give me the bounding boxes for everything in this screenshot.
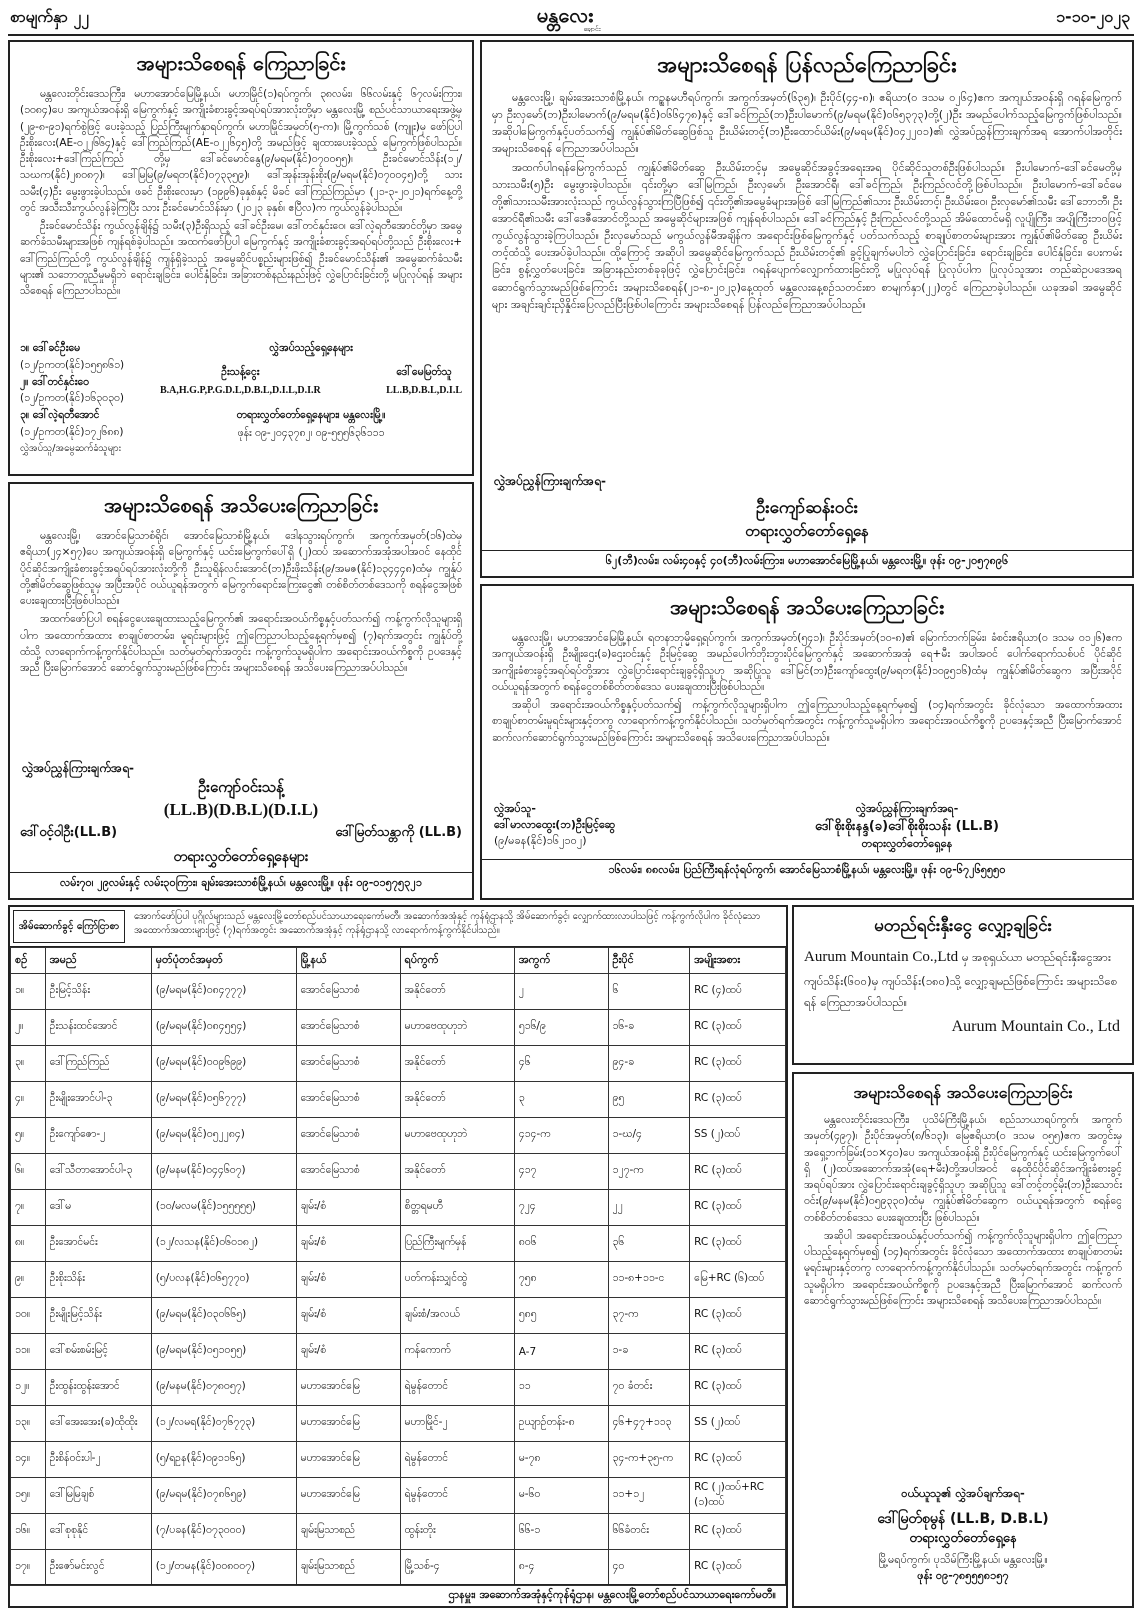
page-number: စာမျက်နှာ ၂၂ bbox=[10, 7, 90, 26]
table-cell: ၃၄-က+၃၅-က bbox=[608, 1442, 690, 1478]
law-firm: တရားလွှတ်တော်ရှေ့နေများ၊ မန္တလေးမြို့။ bbox=[236, 408, 386, 421]
table-row bbox=[11, 1226, 786, 1262]
table-row bbox=[11, 1010, 786, 1046]
table-cell: ဦးထွန်းထွန်းအောင် bbox=[45, 1370, 151, 1406]
table-cell: SS (၂)ထပ် bbox=[690, 1118, 786, 1154]
lawyer-1 bbox=[160, 364, 321, 399]
table-cell: ဒေါ်အေးအေး(ခ)ထိုထိုး bbox=[45, 1406, 151, 1442]
lawyer-name: ဒေါ်မြတ်သန္တာကို (LL.B) bbox=[335, 825, 462, 840]
table-cell: ၈။ bbox=[11, 1226, 46, 1262]
table-cell: ချမ်း/စံ bbox=[296, 1226, 400, 1262]
table-cell: ၂။ bbox=[11, 1010, 46, 1046]
table-footer: ဌာနမှူး၊ အဆောက်အအုံနှင့်ကုန်ရုံဌာန၊ မန္တလေးမြို့တော်စည်ပင်သာယာရေးကော်မတီ။ bbox=[10, 1584, 786, 1606]
table-cell: ၁၆။ bbox=[11, 1514, 46, 1550]
sig-label: လွှဲအပ်ညွှန်ကြားချက်အရ- bbox=[855, 802, 959, 815]
client-name: ၁။ ဒေါ်ခင်ဦးမေ bbox=[20, 342, 81, 354]
table-cell: ပြည်ကြီးမျက်မှန် bbox=[400, 1226, 514, 1262]
table-cell: အနိုင်တော် bbox=[400, 1154, 514, 1190]
lawyer-name: ဒေါ်မေမြတ်သူ bbox=[396, 365, 452, 378]
notice-text: မတည်ရင်းနှီးငွေအား ကျပ်သိန်း(၆၀၀)မှ ကျပ်သိန်း(၁၈၀)သို့ လျှော့ချမည်ဖြစ်ကြောင်း အများသိစေရန် ကြေညာအပ်ပါသည်။ bbox=[804, 950, 1118, 1009]
notice-paragraph: မန္တလေးတိုင်းဒေသကြီး၊ မဟာအောင်မြေမြို့နယ်၊ မဟာမြိုင်(၁)ရပ်ကွက်၊ ၃၈လမ်း၊ ၆၆လမ်းနှင့် ၆၇လမ်းကြား၊ (၁၀၈၄)ပေ အကျယ်အဝန်းရှိ မြေကွက်နှင့် အကျိုးခံစားခွင့်အရပ်ရပ်အားလုံးတို့မှာ မန္တလေးမြို့ စည်ပင်သာယာရေးအဖွဲ့မှ (၂၉-၈-၉၁)ရက်စွဲဖြင့် ပေးခဲ့သည့် ပြည်ကြီးမျက်နှာရပ်ကွက်၊ မဟာမြိုင်အမှတ်(၅-က)၊ မြို့ကွက်သစ် (ကျူး)မှ ဖော်ပြပါ ဦးစိုးလေး(AE-၀၂၂၆၆၄)နှင့် ဒေါ်ကြည်ကြည်(AE-၀၂၂၆၄၅)တို့ အမည်ဖြင့် ချထားပေးခဲ့သည့် မြေကွက်ဖြစ်ပါသည်။ ဦးစိုးလေး+ဒေါ်ကြည်ကြည် တို့မှ ဒေါ်ခင်မောင်နွေ(၉/မရမ(နိုင်)၀၇၀၀၅၅)၊ ဦးခင်မောင်သိန်း(၁၂/သဃက(နိုင်)၂၈၀၈၇)၊ ဒေါ်မြမြ(၉/မရတ(နိုင်)၀၇၃၃၅၉)၊ ဒေါ်အုန်းအုန်းစိုး(၉/မရမ(နိုင်)၀၇၀၀၄၅)တို့ သား သမီး(၄)ဦး မွေးဖွားခဲ့ပါသည်။ ဖခင် ဦးစိုးလေးမှာ (၁၉၉၆)ခုနှစ်နှင့် မိခင် ဒေါ်ကြည်ကြည်မှာ (၂၁-၃-၂၀၂၁)ရက်နေ့တို့တွင် အသီးသီးကွယ်လွန်ခဲ့ကြပြီး သား ဦးခင်မောင်သိန်းမှာ (၂၀၂၃ ခုနှစ်၊ ဧပြီလ)က ကွယ်လွန်ခဲ့ပါသည်။ bbox=[20, 88, 462, 214]
table-cell: ထွန်းတိုး bbox=[400, 1514, 514, 1550]
table-header-cell: မြို့နယ် bbox=[296, 948, 400, 974]
logo-text: မန္တလေး bbox=[536, 3, 594, 27]
table-cell: အောင်မြေသာစံ bbox=[296, 974, 400, 1010]
table-cell: RC (၃)ထပ် bbox=[690, 1550, 786, 1586]
notice-body bbox=[482, 630, 1132, 800]
table-row bbox=[11, 1082, 786, 1118]
address: ၁၆လမ်း၊ ၈၈လမ်း၊ ပြည်ကြီးရန်လုံရပ်ကွက်၊ အောင်မြေသာစံမြို့နယ်၊ မန္တလေးမြို့။ ဖုန်း ၀၉-၆၇၂၆၅၅၅၀ bbox=[482, 859, 1132, 879]
notice-paragraph: မန္တလေးမြို့၊ ချမ်းအေးသာစံမြို့နယ်၊ ကဥ္စနမဟီရပ်ကွက်၊ အကွက်အမှတ်(၆၃၅)၊ ဦးပိုင်(၄၄-၈)၊ ဧရိယာ(၀ ဒသမ ၀၂၆၄)ဧက အကျယ်အဝန်းရှိ ဂရန်မြေကွက်မှာ ဦးလှမော်(ဘ)ဦးပါမောက်(၉/မရမ(နိုင်)၀၆၆၄၇၈)နှင့် ဒေါ်ခင်ကြည်(ဘ)ဦးပါမောက်(၉/မရမ(နိုင်)၀၆၅၃၇၃)တို့(၂)ဦး အမည်ပေါက်သည့်မြေကွက်ဖြစ်ပါသည်။ အဆိုပါမြေကွက်နှင့်ပတ်သက်၍ ကျွန်ုပ်၏မိတ်ဆွေဖြစ်သူ ဦးယိမ်းတင့်(ဘ)ဦးထောင်ယိမ်း(၉/မရမ(နိုင်)၀၄၂၂၀၁)၏ လွှဲအပ်ညွှန်ကြားချက်အရ အောက်ပါအတိုင်း အများသိစေရန် ကြေညာအပ်ပါသည်။ bbox=[492, 91, 1122, 156]
table-cell: (၉/မရမ(နိုင်)၀၅၁၀၅၅) bbox=[151, 1334, 296, 1370]
table-cell: ဒေါ်စမ်းစမ်းမြင့် bbox=[45, 1334, 151, 1370]
notice-body bbox=[10, 528, 472, 756]
notice-paragraph: အထက်ဖော်ပြပါ စရန်ငွေပေးချေထားသည့်မြေကွက်၏ အရောင်းအဝယ်ကိစ္စနှင့်ပတ်သက်၍ ကန့်ကွက်လိုသူများရှိပါက အထောက်အထား စာချုပ်စာတမ်း၊ မူရင်းများဖြင့် ဤကြေညာပါသည့်နေ့ရက်မှစ၍ (၇)ရက်အတွင်း ကျွန်ုပ်တို့ထံသို့ လာရောက်ကန့်ကွက်နိုင်ပါသည်။ သတ်မှတ်ရက်အတွင်း ကန့်ကွက်သူမရှိပါက အရောင်းအဝယ်ကိစ္စကို ဥပဒေနှင့်အညီ ပြီးမြောက်အောင် ဆောင်ရွက်သွားမည်ဖြစ်ကြောင်း အများသိစေရန် အသိပေးကြေညာအပ်ပါသည်။ bbox=[20, 613, 462, 675]
header-rule bbox=[8, 34, 1134, 36]
table-cell: ရဲမွန်တောင် bbox=[400, 1478, 514, 1514]
table-cell: ၁၁ bbox=[514, 1370, 608, 1406]
table-cell: ၅၁၆/၉ bbox=[514, 1010, 608, 1046]
client-nrc: (၁၂/ဥကတ(နိုင်)၁၇၂၆၈၈) bbox=[20, 425, 124, 438]
address: မြို့မရပ်ကွက်၊ ပုသိမ်ကြီးမြို့နယ်၊ မန္တလေးမြို့။ bbox=[878, 1553, 1048, 1566]
table-row bbox=[11, 1550, 786, 1586]
notice-paragraph: အဆိုပါ အရောင်းအဝယ်ကိစ္စနှင့်ပတ်သက်၍ ကန့်ကွက်လိုသူများရှိပါက ဤကြေညာပါသည့်နေ့ရက်မှစ၍ (၁၄)ရက်အတွင်း ခိုင်လုံသော အထောက်အထားစာချုပ်စာတမ်းမူရင်းများနှင့်တကွ လာရောက်ကန့်ကွက်နိုင်ပါသည်။ သတ်မှတ်ရက်အတွင်း ကန့်ကွက်သူမရှိပါက အရောင်းအဝယ်ကိစ္စကို ဥပဒေနှင့်အညီ ပြီးမြောက်အောင် ဆက်လက်ဆောင်ရွက်သွားမည်ဖြစ်ကြောင်း အများသိစေရန် အသိပေးကြေညာအပ်ပါသည်။ bbox=[492, 699, 1122, 744]
notice-paragraph: အဆိုပါ အရောင်းအဝယ်နှင့်ပတ်သက်၍ ကန့်ကွက်လိုသူများရှိပါက ဤကြေညာပါသည့်နေ့ရက်မှစ၍ (၁၄)ရက်အတွင်း ခိုင်လုံသော အထောက်အထား စာချုပ်စာတမ်းမူရင်းများနှင့်တကွ လာရောက်ကန့်ကွက်နိုင်ပါသည်။ သတ်မှတ်ရက်အတွင်း ကန့်ကွက်သူမရှိပါက အရောင်းအဝယ်ကိစ္စကို ဥပဒေနှင့်အညီ ပြီးမြောက်အောင် ဆက်လက်ဆောင်ရွက်သွားမည်ဖြစ်ကြောင်း အများသိစေရန် အသိပေးကြေညာအပ်ပါသည်။ bbox=[804, 1229, 1122, 1307]
table-header-cell: အမည် bbox=[45, 948, 151, 974]
table-cell: ၅၈၅ bbox=[514, 1298, 608, 1334]
table-cell: ဦးမျိုးအောင်ပါ-၃ bbox=[45, 1082, 151, 1118]
notice-sale-objection-2 bbox=[480, 584, 1134, 900]
notice-title: မတည်ရင်းနှီးငွေ လျှော့ချခြင်း bbox=[874, 916, 1052, 936]
notice-title: အများသိစေရန် ကြေညာခြင်း bbox=[136, 51, 346, 75]
table-cell: ၄၁၄-က bbox=[514, 1118, 608, 1154]
table-cell: (၅/ပလန(နိုင်)၀၆၅၇၇၀) bbox=[151, 1262, 296, 1298]
table-header-cell: အမျိုးအစား bbox=[690, 948, 786, 974]
permit-table bbox=[10, 947, 786, 1586]
page-header bbox=[0, 0, 1142, 36]
sig-label: လွှဲအပ်ညွှန်ကြားချက်အရ- bbox=[22, 761, 134, 775]
table-cell: ၁၀။ bbox=[11, 1298, 46, 1334]
table-cell: ၆၆-၁ bbox=[514, 1514, 608, 1550]
table-cell: RC (၃)ထပ် bbox=[690, 1442, 786, 1478]
table-cell: ၁-ခ bbox=[608, 1334, 690, 1370]
table-cell: ဦးဇော်မင်းလွင် bbox=[45, 1550, 151, 1586]
table-cell: ကန်ကောက် bbox=[400, 1334, 514, 1370]
table-notice-text: အောက်ဖော်ပြပါ ပုဂ္ဂိုလ်များသည် မန္တလေးမြို့တော်စည်ပင်သာယာရေးကော်မတီ၊ အဆောက်အအုံနှင့် ကုန်ရုံဌာနသို့ အိမ်ဆောက်ခွင့်၊ လျှောက်ထားလာပါသဖြင့် ကန့်ကွက်လိုပါက ခိုင်လုံသော အထောက်အထားများဖြင့် (၇)ရက်အတွင်း အဆောက်အအုံနှင့် ကုန်ရုံဌာနသို့ လာရောက်ကန့်ကွက်နိုင်ပါသည်။ bbox=[134, 911, 761, 936]
table-cell: အနိုင်တော် bbox=[400, 1082, 514, 1118]
table-cell: ၇၂၄ bbox=[514, 1190, 608, 1226]
table-cell: ၇၀ ခံတင်း bbox=[608, 1370, 690, 1406]
lawyer-name: ဦးကျော်ဆန်းဝင်း bbox=[755, 498, 859, 518]
table-cell: ချမ်း/စံ bbox=[296, 1334, 400, 1370]
table-cell: ၃ bbox=[514, 1082, 608, 1118]
table-cell: ၈-၄ bbox=[514, 1550, 608, 1586]
table-cell: စိတ္တရမဟီ bbox=[400, 1190, 514, 1226]
table-cell: ၂၂ bbox=[608, 1190, 690, 1226]
table-cell: ၇။ bbox=[11, 1190, 46, 1226]
table-cell: မဟာအောင်မြေ bbox=[296, 1442, 400, 1478]
table-cell: ၁-ဃ/၄ bbox=[608, 1118, 690, 1154]
table-cell: ၆ bbox=[608, 974, 690, 1010]
table-cell: (၉/မရမ(နိုင်)၀၅၂၂၈၄) bbox=[151, 1118, 296, 1154]
table-cell: မ-၆၀ bbox=[514, 1478, 608, 1514]
notice-paragraph: မန္တလေးတိုင်းဒေသကြီး၊ ပုသိမ်ကြီးမြို့နယ်၊ စည်သာယာရပ်ကွက်၊ အကွက်အမှတ်(၄၉၇)၊ ဦးပိုင်အမှတ်(၈/၆၁၃)၊ မြေဧရိယာ(၀ ဒသမ ၀၅၅)ဧက အတွင်းမှ အရှေ့ဘက်ခြမ်း(၁၁×၄၀)ပေ အကျယ်အဝန်းရှိ ဦးပိုင်မြေကွက်နှင့် ယင်းမြေကွက်ပေါ်ရှိ (၂)ထပ်အဆောက်အအုံ(ရေ+မီး)တို့အပါအဝင် နေထိုင်ပိုင်ဆိုင်အကျိုးခံစားခွင့်အရပ်ရပ်အား လွှဲပြောင်းရောင်းချခွင့်ရှိသူဟု အဆိုပြုသူ ဒေါ်တင့်တင့်မိုး(ဘ)ဦးသောင်းဝင်း(၉/မနမ(နိုင်)၀၅၉၃၃၀)ထံမှ ကျွန်ုပ်၏မိတ်ဆွေက ဝယ်ယူရန်အတွက် စရန်ငွေတစ်စိတ်တစ်ဒေသ ပေးချေထားပြီး ဖြစ်ပါသည်။ bbox=[804, 1114, 1122, 1224]
table-cell: RC (၃)ထပ် bbox=[690, 1082, 786, 1118]
notice-reannouncement bbox=[480, 40, 1134, 578]
table-notice bbox=[10, 907, 786, 947]
table-cell: ၄။ bbox=[11, 1082, 46, 1118]
table-cell: (၉/မရမ(နိုင်)၀၈၄၇၇၇) bbox=[151, 974, 296, 1010]
sig-label: လွှဲအပ်ညွှန်ကြားချက်အရ- bbox=[494, 474, 606, 488]
notice-title: အများသိစေရန် အသိပေးကြေညာခြင်း bbox=[853, 1083, 1073, 1102]
table-row bbox=[11, 1046, 786, 1082]
notice-capital-reduction bbox=[792, 905, 1134, 1065]
table-header-cell: ဦးပိုင် bbox=[608, 948, 690, 974]
notice-signatures bbox=[10, 336, 472, 456]
table-cell: ချမ်း/စံ bbox=[296, 1298, 400, 1334]
table-cell: မဟာအောင်မြေ bbox=[296, 1370, 400, 1406]
table-cell: (၅/ရဥန(နိုင်)၀၉၁၁၆၅) bbox=[151, 1442, 296, 1478]
issue-date: ၁-၁၀-၂၀၂၃ bbox=[1056, 7, 1130, 26]
table-row bbox=[11, 1442, 786, 1478]
lawyer-quals: B.A,H.G.P,P.G.D.L,D.B.L,D.I.L,D.I.R bbox=[160, 384, 321, 396]
table-cell: ဦးမြင့်သိန်း bbox=[45, 974, 151, 1010]
table-cell: ၃၇-က bbox=[608, 1298, 690, 1334]
assignor-block bbox=[494, 802, 694, 853]
table-cell: (၇/ပခန(နိုင်)၀၇၃၀၀၀) bbox=[151, 1514, 296, 1550]
notice-title: အများသိစေရန် အသိပေးကြေညာခြင်း bbox=[669, 595, 945, 619]
table-row bbox=[11, 1514, 786, 1550]
company-name: Aurum Mountain Co.,Ltd bbox=[804, 949, 959, 965]
table-cell: ၆။ bbox=[11, 1154, 46, 1190]
table-cell: (၁၂/တမန(နိုင်)၀၀၈၀၀၇) bbox=[151, 1550, 296, 1586]
table-cell: မြို့သစ်-၄ bbox=[400, 1550, 514, 1586]
law-firm: တရားလွှတ်တော်ရှေ့နေ bbox=[745, 522, 869, 540]
table-cell: A-7 bbox=[514, 1334, 608, 1370]
table-cell: RC (၃)ထပ် bbox=[690, 1226, 786, 1262]
table-cell: ဒေါ်စုစုနိုင် bbox=[45, 1514, 151, 1550]
law-firm: တရားလွှတ်တော်ရှေ့နေ bbox=[861, 837, 953, 850]
lawyer-name: ဦးသန့်ငွေး bbox=[221, 365, 260, 378]
client-nrc: (၁၂/ဥကတ(နိုင်)၁၆၃၀၃၀) bbox=[20, 392, 124, 405]
lawyer-name: ဦးကျော်ဝင်းသန့် bbox=[197, 778, 285, 796]
table-cell: RC (၄)ထပ် bbox=[690, 974, 786, 1010]
table-cell: မ-၇၈ bbox=[514, 1442, 608, 1478]
table-cell: ၁၂၇-က bbox=[608, 1154, 690, 1190]
notice-body bbox=[482, 89, 1132, 469]
table-cell: ဒေါ်သီတာအောင်ပါ-၃ bbox=[45, 1154, 151, 1190]
table-cell: RC (၃)ထပ် bbox=[690, 1514, 786, 1550]
table-cell: ၄၆+၄၇+၁၁၃ bbox=[608, 1406, 690, 1442]
phone-number: ဖုန်း ၀၉-၇၈၅၅၅၈၁၅၇ bbox=[917, 1569, 1009, 1582]
table-cell: ဦးသန်းထင်အောင် bbox=[45, 1010, 151, 1046]
table-cell: အောင်မြေသာစံ bbox=[296, 1118, 400, 1154]
table-cell: (၉/မနမ(နိုင်)၀၇၈၀၅၇) bbox=[151, 1370, 296, 1406]
table-cell: မဟာဗေထုဟုဘဲ bbox=[400, 1118, 514, 1154]
table-cell: RC (၃)ထပ် bbox=[690, 1334, 786, 1370]
table-header-cell: စဉ် bbox=[11, 948, 46, 974]
clients-label: လွှဲအပ်သူ/အမွေဆက်ခံသူများ bbox=[20, 442, 121, 454]
table-cell: ၁၁။ bbox=[11, 1334, 46, 1370]
notice-paragraph: မန္တလေးမြို့၊ အောင်မြေသာစံရိုင်၊ အောင်မြေသာစံမြို့နယ်၊ ဒေါနသွားရပ်ကွက်၊ အကွက်အမှတ်(၁၆)ထဲမှ ဧရိယာ(၂၄×၅၇)ပေ အကျယ်အဝန်းရှိ မြေကွက်နှင့် ယင်းမြေကွက်ပေါ်ရှိ (၂)ထပ် အဆောက်အအုံအပါအဝင် နေထိုင်ပိုင်ဆိုင်အကျိုးခံစားခွင့်အရပ်ရပ်အားလုံးတို့ကို ဦးသူရိန်လင်းအောင်(ဘ)ဦးဖိုးသိန်း(၉/အမဇ(နိုင်)၁၃၄၄၄၈)ထံမှ ကျွန်ုပ်တို့၏မိတ်ဆွေဖြစ်သူမှ အပြီးအပိုင် ဝယ်ယူရန်အတွက် မြေကွက်ရောင်းကြေးငွေ၏ တစ်စိတ်တစ်ဒေသကို စရန်ငွေအဖြစ် ပေးချေထားပြီးဖြစ်ပါသည်။ bbox=[20, 530, 462, 608]
law-firm: တရားလွှတ်တော်ရှေ့နေများ bbox=[173, 849, 309, 865]
table-cell: မဟာမြိုင်-၂ bbox=[400, 1406, 514, 1442]
table-cell: (၁၂/လသန(နိုင်)၀၆၀၁၈၂) bbox=[151, 1226, 296, 1262]
clients-list bbox=[20, 340, 160, 456]
table-cell: အောင်မြေသာစံ bbox=[296, 1082, 400, 1118]
table-header-row bbox=[11, 948, 786, 974]
table-cell: ပတ်ကန်းသျှင်ထွဲ bbox=[400, 1262, 514, 1298]
table-cell: (၉/မရမ(နိုင်)၀၇၈၆၅၉) bbox=[151, 1478, 296, 1514]
notice-paragraph: အထက်ပါဂရန်မြေကွက်သည် ကျွန်ုပ်၏မိတ်ဆွေ ဦးယိမ်းတင့်မှ အမွေဆိုင်အခွင့်အရေးအရ ပိုင်ဆိုင်သူတစ်ဦးဖြစ်ပါသည်။ ဦးပါမောက်-ဒေါ်ခင်မေတို့မှ သားသမီး(၅)ဦး မွေးဖွားခဲ့ပါသည်။ ၎င်းတို့မှာ ဒေါ်မြကြည်၊ ဦးလှမော်၊ ဦးအောင်ရီ၊ ဒေါ်ခင်ကြည်၊ ဦးကြည်လင်တို့ဖြစ်ပါသည်။ ဦးပါမောက်-ဒေါ်ခင်မေတို့၏သားသမီးအားလုံးသည် ကွယ်လွန်သွားကြပြီဖြစ်၍ ၎င်းတို့၏အမွေခံများအဖြစ် ဒေါ်မြကြည်၏သား ဦးယိမ်းတင့်၊ ဦးယိမ်းဝေ၊ ဦးလှမော်၏သမီး ဒေါ်ဘောဘီ၊ ဦးအောင်ရီ၏သမီး ဒေါ်ဒေဇီအောင်တို့သည် အမွေဆိုင်များအဖြစ် ကျန်ရစ်ပါသည်။ ဒေါ်ခင်ကြည်နှင့် ဦးကြည်လင်တို့သည် အိမ်ထောင်မရှိ လူပျိုကြီး၊ အပျိုကြီးဘဝဖြင့် ကွယ်လွန်သွားခဲ့ကြပါသည်။ ဦးလှမော်သည် မကွယ်လွန်မီအချိန်က အရောင်းဖြစ်မြေကွက်နှင့် ပတ်သက်သည့် စာချုပ်စာတမ်းများအား ကျွန်ုပ်၏မိတ်ဆွေ ဦးယိမ်းတင့်ထံသို့ ပေးအပ်ခဲ့ပါသည်။ ထို့ကြောင့် အဆိုပါ အမွေဆိုင်မြေကွက်သည် ဦးယိမ်းတင့်၏ ခွင့်ပြုချက်မပါဘဲ လွှဲပြောင်းခြင်း၊ ရောင်းချခြင်း၊ ပေါင်နှံခြင်း၊ ပေးကမ်းခြင်း၊ စွန့်လွှတ်ပေးခြင်း၊ အခြားနည်းတစ်ခုခုဖြင့် လွှဲပြောင်းခြင်း၊ ဂရန်ပျောက်လျှောက်ထားခြင်းတို့ မပြုလုပ်ရန် ပြုလုပ်ပါက ပြုလုပ်သူအား တည်ဆဲဥပဒေအရ ဆောင်ရွက်သွားမည်ဖြစ်ကြောင်း အများသိစေရန်(၂၁-၈-၂၀၂၃)နေ့ထုတ် မန္တလေးနေ့စဉ်သတင်းစာ စာမျက်နှာ(၂၂)တွင် ကြေညာခဲ့ပါသည်။ ယခုအခါ အမွေဆိုင်များ အချင်းချင်းညှိနှိုင်းပြေလည်ပြီးဖြစ်ပါကြောင်း အများသိစေရန် ပြန်လည်ကြေညာအပ်ပါသည်။ bbox=[492, 161, 1122, 311]
table-cell: ၁၇။ bbox=[11, 1550, 46, 1586]
client-nrc: (၁၂/ဥကတ(နိုင်)၁၅၅၈၆၁) bbox=[20, 358, 125, 371]
client-name: ၃။ ဒေါ်လဲ့ရတီအောင် bbox=[20, 409, 100, 422]
notice-text: မှ အစုရှယ်ယာ bbox=[961, 950, 1023, 964]
table-cell: ၄၁၇ bbox=[514, 1154, 608, 1190]
table-row bbox=[11, 1118, 786, 1154]
table-cell: ဦးကျော်ဇော-၂ bbox=[45, 1118, 151, 1154]
lawyers-block bbox=[160, 340, 462, 456]
table-cell: ၇၅၈ bbox=[514, 1262, 608, 1298]
lawyer-block bbox=[694, 802, 1120, 853]
table-cell: ၁၂။ bbox=[11, 1370, 46, 1406]
table-cell: မြေ+RC (၆)ထပ် bbox=[690, 1262, 786, 1298]
notice-sale-objection bbox=[8, 482, 474, 900]
table-cell: (၁၂/လမရ(နိုင်)၀၇၆၇၇၃) bbox=[151, 1406, 296, 1442]
table-cell: ၉၅ bbox=[608, 1082, 690, 1118]
notice-paragraph: ဦးခင်မောင်သိန်း ကွယ်လွန်ချိန်၌ သမီး(၃)ဦးရှိသည့် ဒေါ်ခင်ဦးမေ၊ ဒေါ်တင်နှင်းဝေ၊ ဒေါ်လဲ့ရတီအောင်တို့မှာ အမွေဆက်ခံသမီးများအဖြစ် ကျန်ရစ်ခဲ့ပါသည်။ အထက်ဖော်ပြပါ မြေကွက်နှင့် အကျိုးခံစားခွင့်အရပ်ရပ်တို့သည် ဦးစိုးလေး+ ဒေါ်ကြည်ကြည်တို့ ကွယ်လွန်ချိန်၌ ကျန်ရှိခဲ့သည့် အမွေဆိုင်ပစ္စည်းများဖြစ်၍ ဦးခင်မောင်သိန်း၏ အမွေဆက်ခံသမီးများ၏ သဘောတူညီမှုမရှိဘဲ ရောင်းချခြင်း၊ ပေါင်နှံခြင်း၊ အခြားတစ်နည်းနည်းဖြင့် လွှဲပြောင်းခြင်းတို့ မပြုလုပ်ရန် အများသိစေရန် ကြေညာပါသည်။ bbox=[20, 220, 462, 298]
lawyer-name: ဒေါ်ဝင့်ဝါဦး(LL.B) bbox=[20, 825, 118, 840]
table-cell: (၉/မနမ(နိုင်)၀၄၄၆၀၇) bbox=[151, 1154, 296, 1190]
notice-title: အများသိစေရန် အသိပေးကြေညာခြင်း bbox=[103, 493, 379, 517]
table-cell: ရဲမွန်တောင် bbox=[400, 1370, 514, 1406]
table-cell: RC (၃)ထပ် bbox=[690, 1046, 786, 1082]
table-cell: ၆၆ခံတင်း bbox=[608, 1514, 690, 1550]
phone-number: ဖုန်း ၀၉-၂၀၄၃၇၈၂၊ ၀၉-၅၅၅၆၃၆၁၁၁ bbox=[237, 426, 385, 439]
co-lawyers bbox=[10, 824, 472, 843]
table-cell: မဟာဗေထုဟုဘဲ bbox=[400, 1010, 514, 1046]
table-cell: အနိုင်တော် bbox=[400, 1046, 514, 1082]
table-row bbox=[11, 1154, 786, 1190]
table-row bbox=[11, 1406, 786, 1442]
table-cell: အောင်မြေသာစံ bbox=[296, 1010, 400, 1046]
table-cell: ၁၃။ bbox=[11, 1406, 46, 1442]
table-cell: ၁၄။ bbox=[11, 1442, 46, 1478]
lawyer-2 bbox=[386, 364, 462, 399]
lawyer-name: ဒေါ်မြတ်စုမွန် (LL.B, D.B.L) bbox=[877, 1511, 1049, 1527]
table-cell: မဟာအောင်မြေ bbox=[296, 1478, 400, 1514]
sig-label: ဝယ်ယူသူ၏ လွှဲအပ်ချက်အရ- bbox=[901, 1486, 1025, 1500]
table-cell: RC (၃)ထပ် bbox=[690, 1010, 786, 1046]
assignor-nrc: (၉/မခန(နိုင်)၁၆၂၁၀၂) bbox=[494, 834, 587, 847]
table-cell: ဦးစိန်ဝင်းပါ-၂ bbox=[45, 1442, 151, 1478]
table-cell: ၁၆-ခ bbox=[608, 1010, 690, 1046]
table-cell: ချမ်းစံ/အလယ် bbox=[400, 1298, 514, 1334]
table-cell: RC (၃)ထပ် bbox=[690, 1154, 786, 1190]
table-cell: ချမ်း/စံ bbox=[296, 1190, 400, 1226]
table-cell: ၈၀၆ bbox=[514, 1226, 608, 1262]
table-cell: အောင်မြေသာစံ bbox=[296, 1046, 400, 1082]
table-cell: မဟာအောင်မြေ bbox=[296, 1406, 400, 1442]
table-cell: RC (၃)ထပ် bbox=[690, 1370, 786, 1406]
table-cell: (၉/မရမ(နိုင်)၀၀၉၆၉၉) bbox=[151, 1046, 296, 1082]
table-cell: (၉/မရမ(နိုင်)၀၃၀၆၆၅) bbox=[151, 1298, 296, 1334]
table-cell: ၁၁+၁၂ bbox=[608, 1478, 690, 1514]
table-cell: RC (၃)ထပ် bbox=[690, 1190, 786, 1226]
table-cell: ချမ်း/စံ bbox=[296, 1262, 400, 1298]
table-row bbox=[11, 1298, 786, 1334]
table-cell: RC (၂)ထပ်+RC (၁)ထပ် bbox=[690, 1478, 786, 1514]
table-cell: (၁၀/မလမ(နိုင်)၁၅၅၅၅၅) bbox=[151, 1190, 296, 1226]
table-cell: ၃။ bbox=[11, 1046, 46, 1082]
assignor-name: ဒေါ်မာလာထွေး(ဘ)ဦးမြင့်ဆွေ bbox=[494, 818, 616, 831]
logo-subtext: ချောင်း bbox=[583, 25, 601, 32]
table-row bbox=[11, 1190, 786, 1226]
table-row bbox=[11, 1370, 786, 1406]
table-row bbox=[11, 1478, 786, 1514]
table-cell: အောင်မြေသာစံ bbox=[296, 1154, 400, 1190]
table-cell: ဒေါ်မ bbox=[45, 1190, 151, 1226]
table-cell: ၉၄-ခ bbox=[608, 1046, 690, 1082]
lawyer-quals: (LL.B)(D.B.L)(D.I.L) bbox=[163, 800, 319, 819]
address: လမ်း၇၀၊ ၂၉လမ်းနှင့် လမ်း၃၀ကြား၊ ချမ်းအေးသာစံမြို့နယ်၊ မန္တလေးမြို့။ ဖုန်း ၀၉-၀၁၅၇၅၃၂၁ bbox=[10, 872, 472, 892]
assignor-label: လွှဲအပ်သူ- bbox=[494, 802, 536, 815]
notice-body bbox=[10, 86, 472, 336]
table-row bbox=[11, 1262, 786, 1298]
building-permit-table bbox=[8, 905, 788, 1608]
table-header-cell: မှတ်ပုံတင်အမှတ် bbox=[151, 948, 296, 974]
table-cell: ၉။ bbox=[11, 1262, 46, 1298]
table-cell: ၁၁-၈+၁၁-င bbox=[608, 1262, 690, 1298]
table-cell: (၉/မရမ(နိုင်)၀၅၆၇၇၇) bbox=[151, 1082, 296, 1118]
table-cell: ၂ bbox=[514, 974, 608, 1010]
address: ၆၂(ဘီ)လမ်း၊ လမ်း၄၀နှင့် ၄၀(ဘီ)လမ်းကြား၊ မဟာအောင်မြေမြို့နယ်၊ မန္တလေးမြို့။ ဖုန်း ၀၉-၂၀၅၇၈၉၆ bbox=[482, 550, 1132, 570]
table-cell: ၃၆ bbox=[608, 1226, 690, 1262]
table-cell: RC (၃)ထပ် bbox=[690, 1298, 786, 1334]
table-cell: ၄၆ bbox=[514, 1046, 608, 1082]
lawyers-label: လွှဲအပ်သည့်ရှေ့နေများ bbox=[269, 342, 353, 354]
table-cell: ဦးအောင်မင်း bbox=[45, 1226, 151, 1262]
law-firm: တရားလွှတ်တော်ရှေ့နေ bbox=[909, 1531, 1017, 1546]
company-signature: Aurum Mountain Co., Ltd bbox=[951, 1018, 1120, 1036]
notice-body bbox=[794, 1112, 1132, 1482]
notice-signatures bbox=[482, 800, 1132, 855]
table-notice-label: အိမ်ဆောက်ခွင့် ကြော်ငြာစာ bbox=[13, 910, 125, 943]
table-cell: အနိုင်တော် bbox=[400, 974, 514, 1010]
table-cell: ဒေါ်မြမြချစ် bbox=[45, 1478, 151, 1514]
notice-inheritance bbox=[8, 40, 474, 476]
masthead-logo bbox=[500, 2, 630, 32]
client-name: ၂။ ဒေါ်တင်နှင်းဝေ bbox=[20, 375, 90, 388]
table-cell: ချမ်းမြသာစည် bbox=[296, 1514, 400, 1550]
table-row bbox=[11, 974, 786, 1010]
lawyer-name: ဒေါ်စိုးစိုးနန္ဒ(ခ)ဒေါ်စိုးစိုးသန်း (LL.B) bbox=[815, 819, 999, 834]
table-cell: ၁၅။ bbox=[11, 1478, 46, 1514]
notice-paragraph: မန္တလေးမြို့၊ မဟာအောင်မြေမြို့နယ်၊ ရတနာဘုမ္မိရှေ့ရပ်ကွက်၊ အကွက်အမှတ်(၅၄၁)၊ ဦးပိုင်အမှတ်(၁၀-၈)၏ မြောက်ဘက်ခြမ်း၊ ခံစင်းဧရိယာ(၀ ဒသမ ၀၁၂၆)ဧက အကျယ်အဝန်းရှိ ဦးမျိုးဌေး(ခ)ဌေးဝင်းနှင့် ဦးမြင့်ဆွေ အမည်ပေါက်ဘိုးဘွားပိုင်မြေကွက်နှင့် အဆောက်အအုံ ရေ+မီး အပါအဝင် ပေါက်ရောက်သစ်ပင် ပိုင်ဆိုင်အကျိုးခံစားခွင့်အရပ်ရပ်တို့အား လွှဲပြောင်းရောင်းချခွင့်ရှိသူဟု အဆိုပြုသူ ဒေါ်မြင်(ဘ)ဦးကျော်ထွေး(၉/မရတ(နိုင်)၁၀၉၅၁၆)ထံမှ ကျွန်ုပ်၏မိတ်ဆွေက အပြီးအပိုင် ဝယ်ယူရန်အတွက် စရန်ငွေတစ်စိတ်တစ်ဒေသ ပေးချေထားပြီးဖြစ်ပါသည်။ bbox=[492, 632, 1122, 693]
table-cell: ၁။ bbox=[11, 974, 46, 1010]
table-header-cell: အကွက် bbox=[514, 948, 608, 974]
table-header-cell: ရပ်ကွက် bbox=[400, 948, 514, 974]
lawyer-quals: LL.B,D.B.L,D.I.L bbox=[386, 384, 462, 396]
table-cell: (၉/မရမ(နိုင်)၀၈၄၅၅၄) bbox=[151, 1010, 296, 1046]
table-cell: ဒေါ်ကြည်ကြည် bbox=[45, 1046, 151, 1082]
table-cell: ဥယျာဉ်တန်း-၈ bbox=[514, 1406, 608, 1442]
table-cell: SS (၂)ထပ် bbox=[690, 1406, 786, 1442]
notice-title: အများသိစေရန် ပြန်လည်ကြေညာခြင်း bbox=[657, 53, 957, 78]
table-row bbox=[11, 1334, 786, 1370]
notice-sale-objection-3 bbox=[792, 1072, 1134, 1608]
table-cell: ၄၀ bbox=[608, 1550, 690, 1586]
notice-body bbox=[794, 944, 1132, 1012]
table-cell: ချမ်းမြသာစည် bbox=[296, 1550, 400, 1586]
table-cell: ဦးစိုးသိန်း bbox=[45, 1262, 151, 1298]
table-cell: ရဲမွန်တောင် bbox=[400, 1442, 514, 1478]
table-cell: ၅။ bbox=[11, 1118, 46, 1154]
table-cell: ဦးမျိုးမြင့်သိန်း bbox=[45, 1298, 151, 1334]
